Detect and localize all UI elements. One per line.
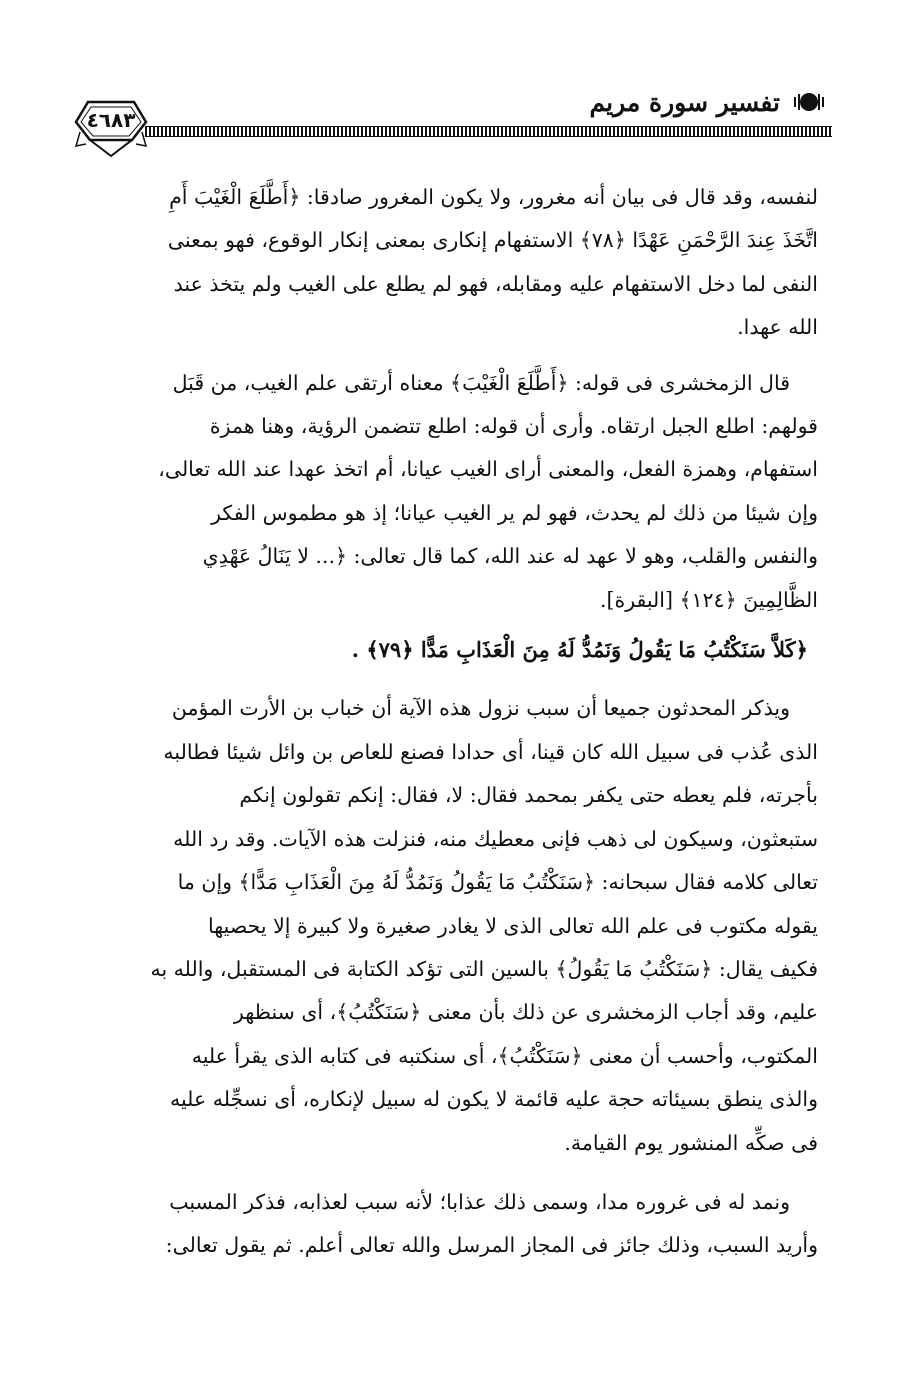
text-line: فى صكِّه المنشور يوم القيامة. xyxy=(564,1130,818,1155)
text-line: استفهام، وهمزة الفعل، والمعنى أراى الغيب عيانا، أم اتخذ عهدا عند الله تعالى، xyxy=(158,457,818,482)
header-rule-bottom xyxy=(145,136,832,137)
running-title: تفسير سورة مريم xyxy=(589,88,780,117)
paragraph-4 xyxy=(82,1181,818,1268)
text-line: النفى لما دخل الاستفهام عليه ومقابله، فهو لم يطلع على الغيب ولم يتخذ عند xyxy=(173,271,818,296)
text-line: لنفسه، وقد قال فى بيان أنه مغرور، ولا يكون المغرور صادقا: ﴿أَطَّلَعَ الْغَيْبَ أَمِ xyxy=(169,185,818,209)
text-line: تعالى كلامه فقال سبحانه: ﴿سَنَكْتُبُ مَا يَقُولُ وَنَمُدُّ لَهُ مِنَ الْعَذَابِ مَدًّا﴾ وإن ما xyxy=(177,870,818,895)
text-line: يقوله مكتوب فى علم الله تعالى الذى لا يغادر صغيرة ولا كبيرة إلا يحصيها xyxy=(207,913,818,938)
paragraph-2 xyxy=(82,362,818,622)
text-line: المكتوب، وأحسب أن معنى ﴿سَنَكْتُبُ﴾، أى سنكتبه فى كتابه الذى يقرأ عليه xyxy=(191,1043,818,1068)
text-line: ستبعثون، وسيكون لى ذهب فإنى معطيك منه، فنزلت هذه الآيات. وقد رد الله xyxy=(173,826,818,851)
text-line: وإن شيئا من ذلك لم يحدث، فهو لم ير الغيب عيانا؛ إذ هو مطموس الفكر xyxy=(211,500,818,525)
text-line: بأجرته، فلم يعطه حتى يكفر بمحمد فقال: لا، فقال: إنكم تقولون إنكم xyxy=(239,783,818,808)
page-number: ٤٦٨٣ xyxy=(86,108,136,132)
text-line: الله عهدا. xyxy=(737,315,818,340)
text-line: والذى ينطق بسيئاته حجة عليه قائمة لا يكون له سبيل لإنكاره، أى نسجِّله عليه xyxy=(170,1087,818,1112)
text-line: والنفس والقلب، وهو لا عهد له عند الله، كما قال تعالى: ﴿... لا يَنَالُ عَهْدِي xyxy=(202,544,818,569)
page-body xyxy=(82,176,818,1268)
quran-verse xyxy=(82,628,818,671)
text-line: ويذكر المحدثون جميعا أن سبب نزول هذه الآية أن خباب بن الأرت المؤمن xyxy=(171,696,790,721)
paragraph-1 xyxy=(82,176,818,350)
text-line: الذى عُذب فى سبيل الله كان قينا، أى حدادا فصنع للعاص بن وائل شيئا فطالبه xyxy=(163,739,818,764)
text-line: عليم، وقد أجاب الزمخشرى عن ذلك بأن معنى ﴿سَنَكْتُبُ﴾، أى سنظهر xyxy=(233,1000,818,1025)
page-header xyxy=(60,70,832,170)
text-line: وأريد السبب، وذلك جائز فى المجاز المرسل والله تعالى أعلم. ثم يقول تعالى: xyxy=(165,1233,818,1258)
paragraph-3 xyxy=(82,687,818,1164)
text-line: فكيف يقال: ﴿سَنَكْتُبُ مَا يَقُولُ﴾ بالسين التى تؤكد الكتابة فى المستقبل، والله به xyxy=(150,956,818,981)
text-line: الظَّالِمِينَ ﴿١٢٤﴾ [البقرة]. xyxy=(599,587,818,612)
text-line: قال الزمخشرى فى قوله: ﴿أَطَّلَعَ الْغَيْبَ﴾ معناه أرتقى علم الغيب، من قَبَل xyxy=(172,370,790,395)
ornament-icon xyxy=(792,88,826,116)
text-line: قولهم: اطلع الجبل ارتقاه. وأرى أن قوله: اطلع تتضمن الرؤية، وهنا همزة xyxy=(209,414,818,439)
header-rule xyxy=(145,127,832,136)
text-line: اتَّخَذَ عِندَ الرَّحْمَنِ عَهْدًا ﴿٧٨﴾ الاستفهام إنكارى بمعنى إنكار الوقوع، فهو بمعنى xyxy=(167,228,818,253)
verse-text: ﴿كَلاَّ سَنَكْتُبُ مَا يَقُولُ وَنَمُدُّ لَهُ مِنَ الْعَذَابِ مَدًّا ﴿٧٩﴾ . xyxy=(351,637,808,663)
text-line: ونمد له فى غروره مدا، وسمى ذلك عذابا؛ لأنه سبب لعذابه، فذكر المسبب xyxy=(169,1189,790,1214)
header-rule-top xyxy=(145,126,832,127)
